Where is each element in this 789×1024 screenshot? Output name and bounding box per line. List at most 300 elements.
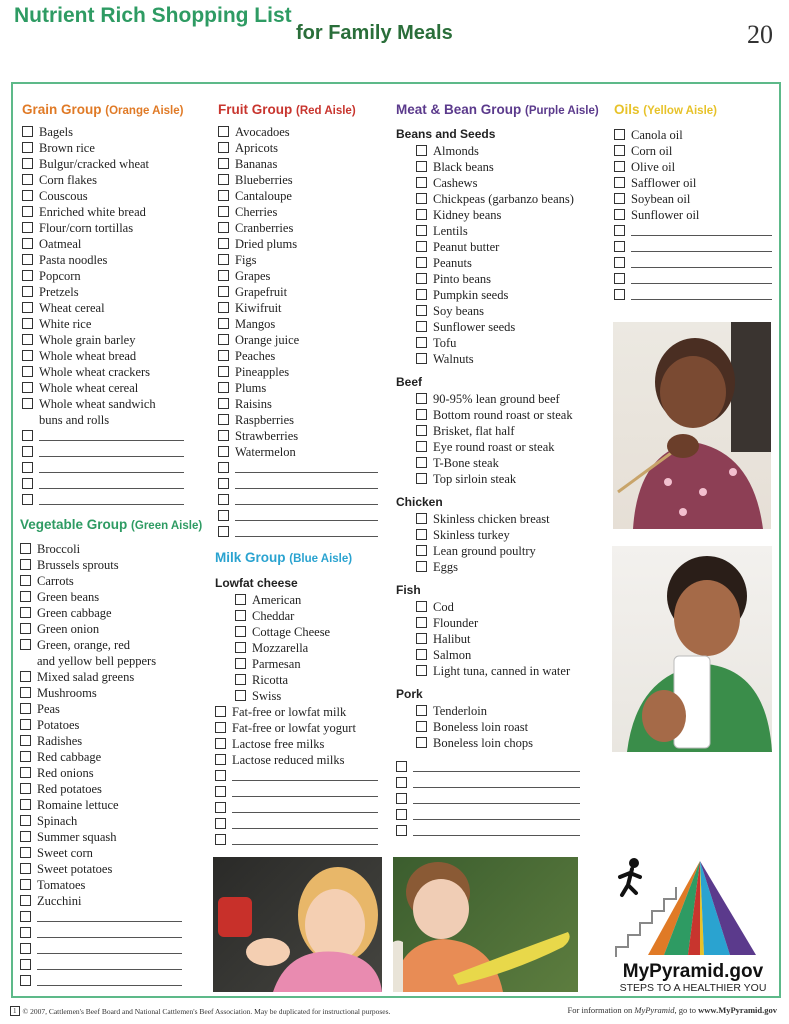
item-label: Safflower oil — [631, 176, 697, 190]
checkbox[interactable] — [396, 761, 407, 772]
checkbox[interactable] — [416, 177, 427, 188]
checkbox[interactable] — [20, 767, 31, 778]
item-label: American — [252, 593, 302, 607]
checkbox[interactable] — [416, 289, 427, 300]
checkbox[interactable] — [20, 639, 31, 650]
checkbox[interactable] — [22, 222, 33, 233]
checkbox[interactable] — [20, 703, 31, 714]
list-item — [20, 861, 182, 877]
checkbox[interactable] — [235, 690, 246, 701]
list-item — [396, 159, 580, 175]
blank-item — [215, 800, 378, 816]
checkbox[interactable] — [20, 959, 31, 970]
write-in-line[interactable] — [235, 477, 378, 489]
checkbox[interactable] — [22, 174, 33, 185]
checkbox[interactable] — [20, 559, 31, 570]
checkbox[interactable] — [22, 350, 33, 361]
checkbox[interactable] — [22, 318, 33, 329]
item-label: Pasta noodles — [39, 253, 108, 267]
checkbox[interactable] — [218, 494, 229, 505]
pork-list — [396, 703, 580, 751]
oils-aisle: (Yellow Aisle) — [643, 105, 717, 117]
write-in-line[interactable] — [631, 272, 772, 284]
checkbox[interactable] — [22, 494, 33, 505]
item-label: Broccoli — [37, 542, 81, 556]
checkbox[interactable] — [416, 225, 427, 236]
checkbox[interactable] — [614, 161, 625, 172]
oils-group — [614, 102, 772, 303]
item-label: Sunflower seeds — [433, 320, 516, 334]
blank-item — [215, 768, 378, 784]
checkbox[interactable] — [416, 473, 427, 484]
checkbox[interactable] — [215, 770, 226, 781]
write-in-line[interactable] — [232, 785, 378, 797]
blank-item — [22, 428, 184, 444]
checkbox[interactable] — [416, 649, 427, 660]
item-label: Whole wheat bread — [39, 349, 137, 363]
list-item — [396, 647, 580, 663]
meat-group-name: Meat & Bean Group — [396, 102, 522, 117]
checkbox[interactable] — [416, 617, 427, 628]
list-item — [22, 236, 184, 252]
checkbox[interactable] — [416, 425, 427, 436]
checkbox[interactable] — [22, 430, 33, 441]
checkbox[interactable] — [218, 382, 229, 393]
chicken-heading: Chicken — [396, 495, 443, 509]
checkbox[interactable] — [416, 193, 427, 204]
list-item — [396, 407, 580, 423]
blank-item — [396, 807, 580, 823]
checkbox[interactable] — [218, 206, 229, 217]
checkbox[interactable] — [218, 158, 229, 169]
checkbox[interactable] — [416, 665, 427, 676]
write-in-line[interactable] — [232, 801, 378, 813]
item-label: Bulgur/cracked wheat — [39, 157, 150, 171]
write-in-line[interactable] — [39, 429, 184, 441]
checkbox[interactable] — [416, 513, 427, 524]
list-item — [614, 207, 772, 223]
list-item — [396, 303, 580, 319]
write-in-line[interactable] — [39, 477, 184, 489]
list-item — [218, 332, 378, 348]
checkbox[interactable] — [22, 158, 33, 169]
checkbox[interactable] — [614, 225, 625, 236]
footer-box-number: 1 — [10, 1006, 20, 1016]
write-in-line[interactable] — [413, 792, 580, 804]
item-label: Corn oil — [631, 144, 673, 158]
checkbox[interactable] — [416, 409, 427, 420]
list-item — [218, 252, 378, 268]
item-label: Red cabbage — [37, 750, 102, 764]
checkbox[interactable] — [20, 863, 31, 874]
checkbox[interactable] — [614, 241, 625, 252]
list-item — [218, 444, 378, 460]
checkbox[interactable] — [614, 129, 625, 140]
item-label: Cod — [433, 600, 454, 614]
list-item — [20, 717, 182, 733]
checkbox[interactable] — [235, 642, 246, 653]
checkbox[interactable] — [20, 975, 31, 986]
item-label: 90-95% lean ground beef — [433, 392, 560, 406]
write-in-line[interactable] — [39, 461, 184, 473]
checkbox[interactable] — [20, 911, 31, 922]
checkbox[interactable] — [396, 793, 407, 804]
checkbox[interactable] — [22, 238, 33, 249]
item-label: Almonds — [433, 144, 479, 158]
checkbox[interactable] — [416, 337, 427, 348]
checkbox[interactable] — [218, 254, 229, 265]
checkbox[interactable] — [20, 719, 31, 730]
fruit-aisle: (Red Aisle) — [296, 105, 356, 117]
list-item — [20, 829, 182, 845]
checkbox[interactable] — [416, 601, 427, 612]
item-label: Lentils — [433, 224, 468, 238]
blank-item — [218, 492, 378, 508]
checkbox[interactable] — [20, 799, 31, 810]
write-in-line[interactable] — [413, 776, 580, 788]
checkbox[interactable] — [218, 270, 229, 281]
checkbox[interactable] — [218, 222, 229, 233]
list-item — [20, 669, 182, 685]
item-label: Eggs — [433, 560, 458, 574]
checkbox[interactable] — [22, 398, 33, 409]
checkbox[interactable] — [215, 786, 226, 797]
checkbox[interactable] — [218, 446, 229, 457]
checkbox[interactable] — [416, 721, 427, 732]
beef-heading: Beef — [396, 375, 423, 389]
checkbox[interactable] — [416, 441, 427, 452]
item-label: Sweet potatoes — [37, 862, 113, 876]
list-item — [215, 592, 378, 608]
checkbox[interactable] — [20, 831, 31, 842]
checkbox[interactable] — [20, 591, 31, 602]
vegetable-group-name: Vegetable Group — [20, 517, 128, 532]
item-label: Ricotta — [252, 673, 289, 687]
checkbox[interactable] — [22, 462, 33, 473]
list-item — [396, 455, 580, 471]
write-in-line[interactable] — [232, 817, 378, 829]
checkbox[interactable] — [22, 334, 33, 345]
checkbox[interactable] — [416, 161, 427, 172]
checkbox[interactable] — [416, 457, 427, 468]
blank-item — [20, 957, 182, 973]
write-in-line[interactable] — [37, 974, 182, 986]
list-item — [20, 733, 182, 749]
write-in-line[interactable] — [631, 288, 772, 300]
checkbox[interactable] — [22, 270, 33, 281]
list-item — [20, 877, 182, 893]
checkbox[interactable] — [20, 623, 31, 634]
checkbox[interactable] — [22, 142, 33, 153]
write-in-line[interactable] — [235, 493, 378, 505]
list-item — [396, 271, 580, 287]
checkbox[interactable] — [614, 209, 625, 220]
mypyramid-logo — [608, 855, 778, 995]
checkbox[interactable] — [416, 145, 427, 156]
list-item — [218, 300, 378, 316]
checkbox[interactable] — [416, 241, 427, 252]
write-in-line[interactable] — [413, 824, 580, 836]
item-label: Peanuts — [433, 256, 472, 270]
checkbox[interactable] — [235, 626, 246, 637]
list-item — [22, 364, 184, 380]
title-line-2: for Family Meals — [296, 22, 453, 44]
list-item — [396, 703, 580, 719]
checkbox[interactable] — [416, 209, 427, 220]
item-label: Popcorn — [39, 269, 81, 283]
list-item — [614, 191, 772, 207]
list-item — [396, 735, 580, 751]
checkbox[interactable] — [218, 414, 229, 425]
checkbox[interactable] — [218, 142, 229, 153]
item-label: T-Bone steak — [433, 456, 499, 470]
item-label: Brisket, flat half — [433, 424, 515, 438]
checkbox[interactable] — [218, 302, 229, 313]
checkbox[interactable] — [20, 671, 31, 682]
write-in-line[interactable] — [235, 461, 378, 473]
item-label: Skinless chicken breast — [433, 512, 550, 526]
checkbox[interactable] — [416, 737, 427, 748]
checkbox[interactable] — [614, 145, 625, 156]
checkbox[interactable] — [416, 633, 427, 644]
write-in-line[interactable] — [37, 910, 182, 922]
blank-item — [215, 816, 378, 832]
item-label: Tenderloin — [433, 704, 487, 718]
checkbox[interactable] — [20, 943, 31, 954]
oils-group-heading — [614, 102, 772, 124]
blank-item — [614, 271, 772, 287]
checkbox[interactable] — [218, 126, 229, 137]
checkbox[interactable] — [218, 526, 229, 537]
checkbox[interactable] — [235, 658, 246, 669]
checkbox[interactable] — [22, 206, 33, 217]
list-item — [20, 637, 182, 653]
write-in-line[interactable] — [37, 926, 182, 938]
checkbox[interactable] — [20, 815, 31, 826]
write-in-line[interactable] — [37, 942, 182, 954]
checkbox[interactable] — [20, 607, 31, 618]
blank-item — [218, 460, 378, 476]
checkbox[interactable] — [218, 462, 229, 473]
checkbox[interactable] — [215, 818, 226, 829]
write-in-line[interactable] — [232, 833, 378, 845]
checkbox[interactable] — [416, 257, 427, 268]
list-item — [218, 396, 378, 412]
list-item — [218, 124, 378, 140]
checkbox[interactable] — [396, 825, 407, 836]
checkbox[interactable] — [416, 305, 427, 316]
write-in-line[interactable] — [39, 493, 184, 505]
checkbox[interactable] — [20, 879, 31, 890]
checkbox[interactable] — [218, 350, 229, 361]
write-in-line[interactable] — [235, 509, 378, 521]
item-label: Whole wheat sandwich — [39, 397, 156, 411]
item-label: Orange juice — [235, 333, 300, 347]
item-label: White rice — [39, 317, 92, 331]
write-in-line[interactable] — [235, 525, 378, 537]
checkbox[interactable] — [235, 674, 246, 685]
item-label: Carrots — [37, 574, 74, 588]
list-item — [20, 781, 182, 797]
list-item — [215, 752, 378, 768]
checkbox[interactable] — [20, 783, 31, 794]
write-in-line[interactable] — [39, 445, 184, 457]
grain-list — [22, 124, 184, 508]
checkbox[interactable] — [416, 529, 427, 540]
list-item — [218, 236, 378, 252]
list-item — [396, 471, 580, 487]
checkbox[interactable] — [416, 705, 427, 716]
info-link[interactable]: www.MyPyramid.gov — [698, 1005, 777, 1015]
list-item — [218, 348, 378, 364]
checkbox[interactable] — [218, 366, 229, 377]
checkbox[interactable] — [20, 687, 31, 698]
checkbox[interactable] — [416, 321, 427, 332]
vegetable-group-heading — [20, 517, 203, 539]
checkbox[interactable] — [416, 273, 427, 284]
list-item — [20, 541, 182, 557]
list-item — [396, 207, 580, 223]
photo-girl-strawberries — [213, 857, 382, 992]
checkbox[interactable] — [218, 286, 229, 297]
checkbox[interactable] — [416, 561, 427, 572]
blank-item — [22, 492, 184, 508]
checkbox[interactable] — [22, 126, 33, 137]
list-item — [20, 893, 182, 909]
copyright-footer — [10, 1006, 390, 1016]
item-label: Raspberries — [235, 413, 295, 427]
checkbox[interactable] — [22, 478, 33, 489]
checkbox[interactable] — [416, 353, 427, 364]
list-item — [215, 736, 378, 752]
list-item — [20, 605, 182, 621]
checkbox[interactable] — [215, 802, 226, 813]
checkbox[interactable] — [614, 257, 625, 268]
write-in-line[interactable] — [232, 769, 378, 781]
checkbox[interactable] — [218, 190, 229, 201]
info-mid: , go to — [674, 1005, 699, 1015]
checkbox[interactable] — [218, 398, 229, 409]
checkbox[interactable] — [22, 190, 33, 201]
checkbox[interactable] — [215, 722, 226, 733]
write-in-line[interactable] — [37, 958, 182, 970]
checkbox[interactable] — [215, 738, 226, 749]
checkbox[interactable] — [396, 809, 407, 820]
list-item — [396, 543, 580, 559]
item-label: Lean ground poultry — [433, 544, 536, 558]
list-item — [396, 175, 580, 191]
list-item — [396, 615, 580, 631]
checkbox[interactable] — [614, 177, 625, 188]
checkbox[interactable] — [614, 289, 625, 300]
checkbox[interactable] — [20, 543, 31, 554]
list-item — [22, 284, 184, 300]
list-item — [20, 653, 182, 669]
list-item — [20, 845, 182, 861]
list-item — [218, 284, 378, 300]
checkbox[interactable] — [22, 382, 33, 393]
checkbox[interactable] — [20, 735, 31, 746]
checkbox[interactable] — [396, 777, 407, 788]
checkbox[interactable] — [22, 302, 33, 313]
item-label: Fat-free or lowfat milk — [232, 705, 347, 719]
item-label: Skinless turkey — [433, 528, 510, 542]
checkbox[interactable] — [614, 273, 625, 284]
fruit-group-name: Fruit Group — [218, 102, 293, 117]
item-label: Wheat cereal — [39, 301, 105, 315]
write-in-line[interactable] — [413, 760, 580, 772]
item-label: Walnuts — [433, 352, 474, 366]
blank-item — [396, 759, 580, 775]
checkbox[interactable] — [22, 254, 33, 265]
list-item — [20, 701, 182, 717]
meat-group-heading — [396, 102, 599, 124]
oils-group-name: Oils — [614, 102, 640, 117]
checkbox[interactable] — [22, 366, 33, 377]
item-label: Blueberries — [235, 173, 293, 187]
checkbox[interactable] — [218, 334, 229, 345]
item-label: buns and rolls — [39, 413, 110, 427]
fruit-group-heading — [218, 102, 378, 124]
checkbox[interactable] — [218, 318, 229, 329]
checkbox[interactable] — [218, 174, 229, 185]
checkbox[interactable] — [215, 706, 226, 717]
item-label: Bagels — [39, 125, 74, 139]
checkbox[interactable] — [22, 446, 33, 457]
blank-item — [218, 476, 378, 492]
logo-name: MyPyramid.gov — [622, 961, 764, 982]
checkbox[interactable] — [218, 238, 229, 249]
checkbox[interactable] — [218, 478, 229, 489]
checkbox[interactable] — [20, 575, 31, 586]
checkbox[interactable] — [215, 834, 226, 845]
checkbox[interactable] — [614, 193, 625, 204]
checkbox[interactable] — [416, 545, 427, 556]
item-label: Eye round roast or steak — [433, 440, 555, 454]
page-number: 20 — [747, 20, 773, 49]
checkbox[interactable] — [22, 286, 33, 297]
fish-heading: Fish — [396, 583, 421, 597]
list-item — [22, 252, 184, 268]
checkbox[interactable] — [20, 895, 31, 906]
checkbox[interactable] — [218, 510, 229, 521]
list-item — [396, 599, 580, 615]
write-in-line[interactable] — [631, 256, 772, 268]
write-in-line[interactable] — [631, 240, 772, 252]
list-item — [396, 439, 580, 455]
list-item — [20, 589, 182, 605]
logo-tagline: STEPS TO A HEALTHIER YOU — [619, 982, 767, 994]
checkbox[interactable] — [20, 847, 31, 858]
write-in-line[interactable] — [631, 224, 772, 236]
checkbox[interactable] — [215, 754, 226, 765]
write-in-line[interactable] — [413, 808, 580, 820]
checkbox[interactable] — [235, 610, 246, 621]
list-item — [614, 159, 772, 175]
checkbox[interactable] — [20, 751, 31, 762]
checkbox[interactable] — [218, 430, 229, 441]
checkbox[interactable] — [235, 594, 246, 605]
item-label: Chickpeas (garbanzo beans) — [433, 192, 574, 206]
checkbox[interactable] — [416, 393, 427, 404]
list-item — [20, 557, 182, 573]
item-label: Mangos — [235, 317, 276, 331]
item-label: Pretzels — [39, 285, 79, 299]
blank-item — [20, 941, 182, 957]
list-item — [396, 191, 580, 207]
checkbox[interactable] — [20, 927, 31, 938]
list-item — [215, 656, 378, 672]
